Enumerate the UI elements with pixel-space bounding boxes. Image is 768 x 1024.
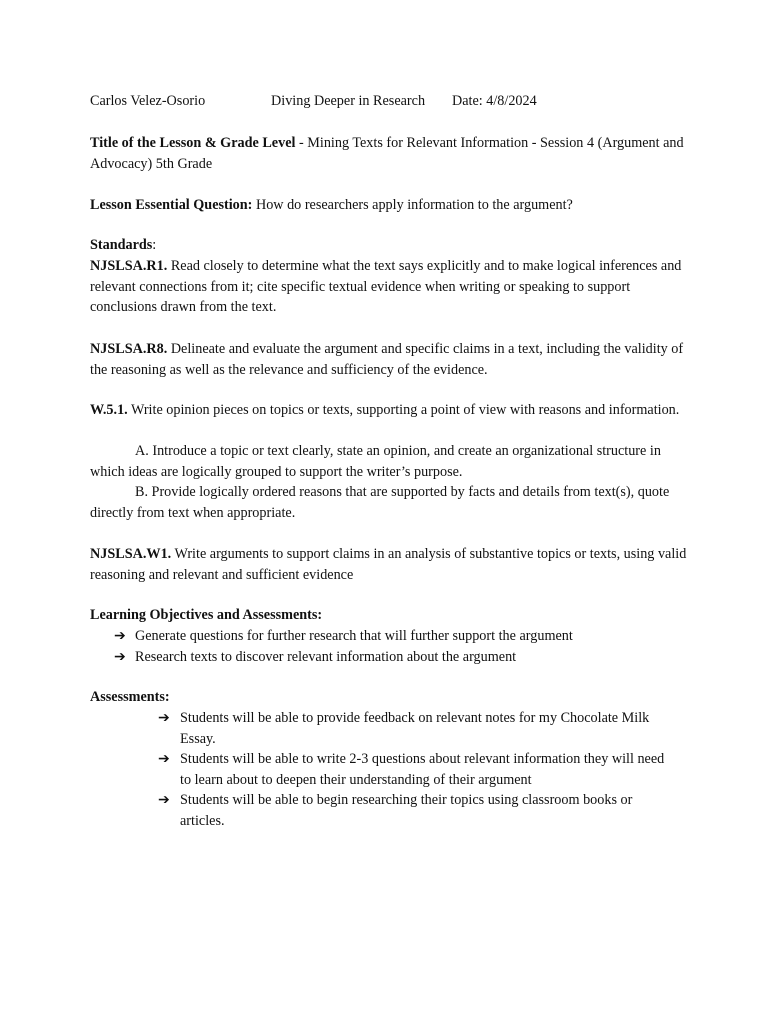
standards-heading: [90, 235, 690, 256]
standard-item: [90, 256, 690, 318]
arrow-bullet-icon: ➔: [158, 710, 170, 726]
standard-item: [90, 339, 690, 380]
assessments-label: Assessments:: [90, 689, 170, 705]
list-item: [90, 626, 690, 647]
essential-question-label: Lesson Essential Question:: [90, 197, 253, 213]
standard-text: Delineate and evaluate the argument and specific claims in a text, including the validity of the reasoning as well as the relevance and sufficiency of the evidence.: [90, 341, 684, 378]
lesson-title-section: [90, 133, 690, 174]
standard-code: NJSLSA.W1.: [90, 546, 172, 562]
objective-text: Research texts to discover relevant information about the argument: [135, 648, 517, 665]
assessment-text: Students will be able to begin researching their topics using classroom books or articles.: [180, 792, 633, 829]
author-name: Carlos Velez-Osorio: [90, 93, 206, 109]
standard-text: Read closely to determine what the text says explicitly and to make logical inferences and relevant connections from it; cite specific textual evidence when writing or speaking to support conclusions drawn from the text.: [90, 258, 682, 315]
standard-text: Write opinion pieces on topics or texts, supporting a point of view with reasons and information.: [127, 402, 680, 418]
standard-code: NJSLSA.R1.: [90, 258, 168, 274]
objectives-list: [90, 626, 690, 667]
arrow-bullet-icon: ➔: [158, 751, 170, 767]
assessment-text: Students will be able to write 2-3 questions about relevant information they will need to learn about to deepen their understanding of their argument: [180, 751, 665, 788]
objectives-list-container: [90, 626, 690, 667]
standard-subitem: [90, 482, 700, 523]
standard-subitem-text: B. Provide logically ordered reasons that are supported by facts and details from text(s), quote directly from text when appropriate.: [90, 484, 670, 521]
arrow-bullet-icon: ➔: [114, 648, 126, 665]
standard-text: Write arguments to support claims in an analysis of substantive topics or texts, using valid reasoning and relevant and sufficient evidence: [90, 546, 687, 583]
standard-subitem-text: A. Introduce a topic or text clearly, state an opinion, and create an organizational structure in which ideas are logically grouped to support the writer’s purpose.: [90, 443, 661, 480]
lesson-title-label: Title of the Lesson & Grade Level: [90, 135, 296, 151]
list-item: [90, 790, 710, 831]
objectives-heading: [90, 605, 690, 626]
essential-question-section: [90, 195, 690, 216]
standards-colon: :: [152, 237, 157, 253]
assessments-list: [90, 708, 710, 831]
list-item: [90, 647, 690, 668]
standard-subitem: [90, 441, 690, 482]
standard-item: [90, 544, 690, 585]
standard-code: NJSLSA.R8.: [90, 341, 168, 357]
essential-question-text: How do researchers apply information to the argument?: [252, 197, 573, 213]
assessments-heading: [90, 687, 690, 708]
lesson-title-text: - Mining Texts for Relevant Information - Session 4 (Argument and Advocacy) 5th Grade: [90, 135, 684, 172]
standards-label: Standards: [90, 237, 153, 253]
standard-code: W.5.1.: [90, 402, 128, 418]
objective-text: Generate questions for further research that will further support the argument: [135, 628, 573, 644]
assessment-text: Students will be able to provide feedback on relevant notes for my Chocolate Milk Essay.: [180, 710, 650, 747]
arrow-bullet-icon: ➔: [114, 628, 126, 644]
standard-item: [90, 400, 690, 421]
arrow-bullet-icon: ➔: [158, 792, 170, 808]
list-item: [90, 749, 710, 790]
course-name: Diving Deeper in Research: [271, 93, 426, 109]
document-date: Date: 4/8/2024: [452, 93, 537, 109]
objectives-label: Learning Objectives and Assessments:: [90, 607, 323, 623]
list-item: [90, 708, 710, 749]
assessments-list-container: [90, 708, 710, 831]
